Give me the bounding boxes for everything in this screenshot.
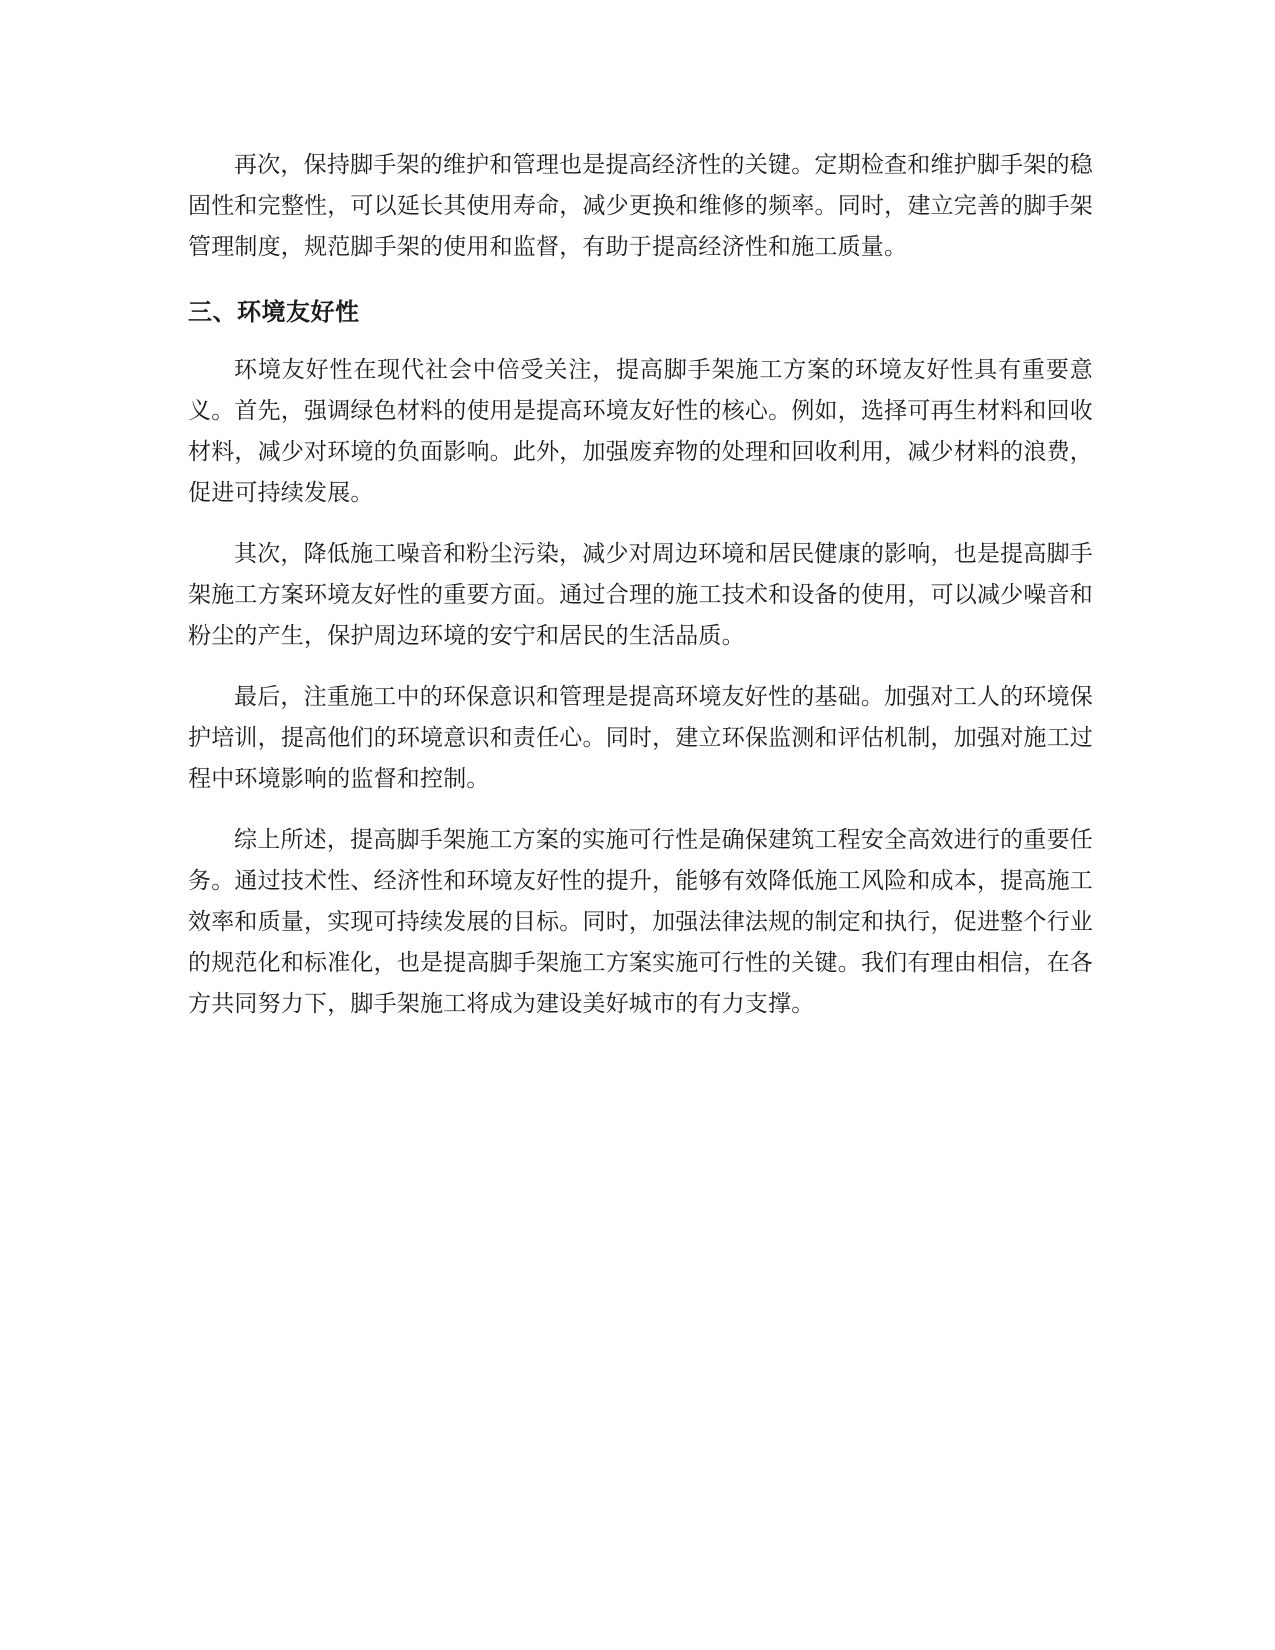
section-heading: 三、环境友好性 <box>188 298 360 326</box>
paragraph-noise-dust: 其次，降低施工噪音和粉尘污染，减少对周边环境和居民健康的影响，也是提高脚手架施工方案环境友好性的重要方面。通过合理的施工技术和设备的使用，可以减少噪音和粉尘的产生，保护周边环境的安宁和居民的生活品质。 <box>188 541 1093 649</box>
document-page <box>188 145 1093 1025</box>
paragraph-awareness: 最后，注重施工中的环保意识和管理是提高环境友好性的基础。加强对工人的环境保护培训，提高他们的环境意识和责任心。同时，建立环保监测和评估机制，加强对施工过程中环境影响的监督和控制。 <box>188 684 1093 792</box>
paragraph-green-materials: 环境友好性在现代社会中倍受关注，提高脚手架施工方案的环境友好性具有重要意义。首先，强调绿色材料的使用是提高环境友好性的核心。例如，选择可再生材料和回收材料，减少对环境的负面影响。此外，加强废弃物的处理和回收利用，减少材料的浪费，促进可持续发展。 <box>188 357 1093 506</box>
paragraph-maintenance: 再次，保持脚手架的维护和管理也是提高经济性的关键。定期检查和维护脚手架的稳固性和完整性，可以延长其使用寿命，减少更换和维修的频率。同时，建立完善的脚手架管理制度，规范脚手架的使用和监督，有助于提高经济性和施工质量。 <box>188 152 1093 260</box>
paragraph-conclusion: 综上所述，提高脚手架施工方案的实施可行性是确保建筑工程安全高效进行的重要任务。通过技术性、经济性和环境友好性的提升，能够有效降低施工风险和成本，提高施工效率和质量，实现可持续发展的目标。同时，加强法律法规的制定和执行，促进整个行业的规范化和标准化，也是提高脚手架施工方案实施可行性的关键。我们有理由相信，在各方共同努力下，脚手架施工将成为建设美好城市的有力支撑。 <box>188 827 1093 1017</box>
